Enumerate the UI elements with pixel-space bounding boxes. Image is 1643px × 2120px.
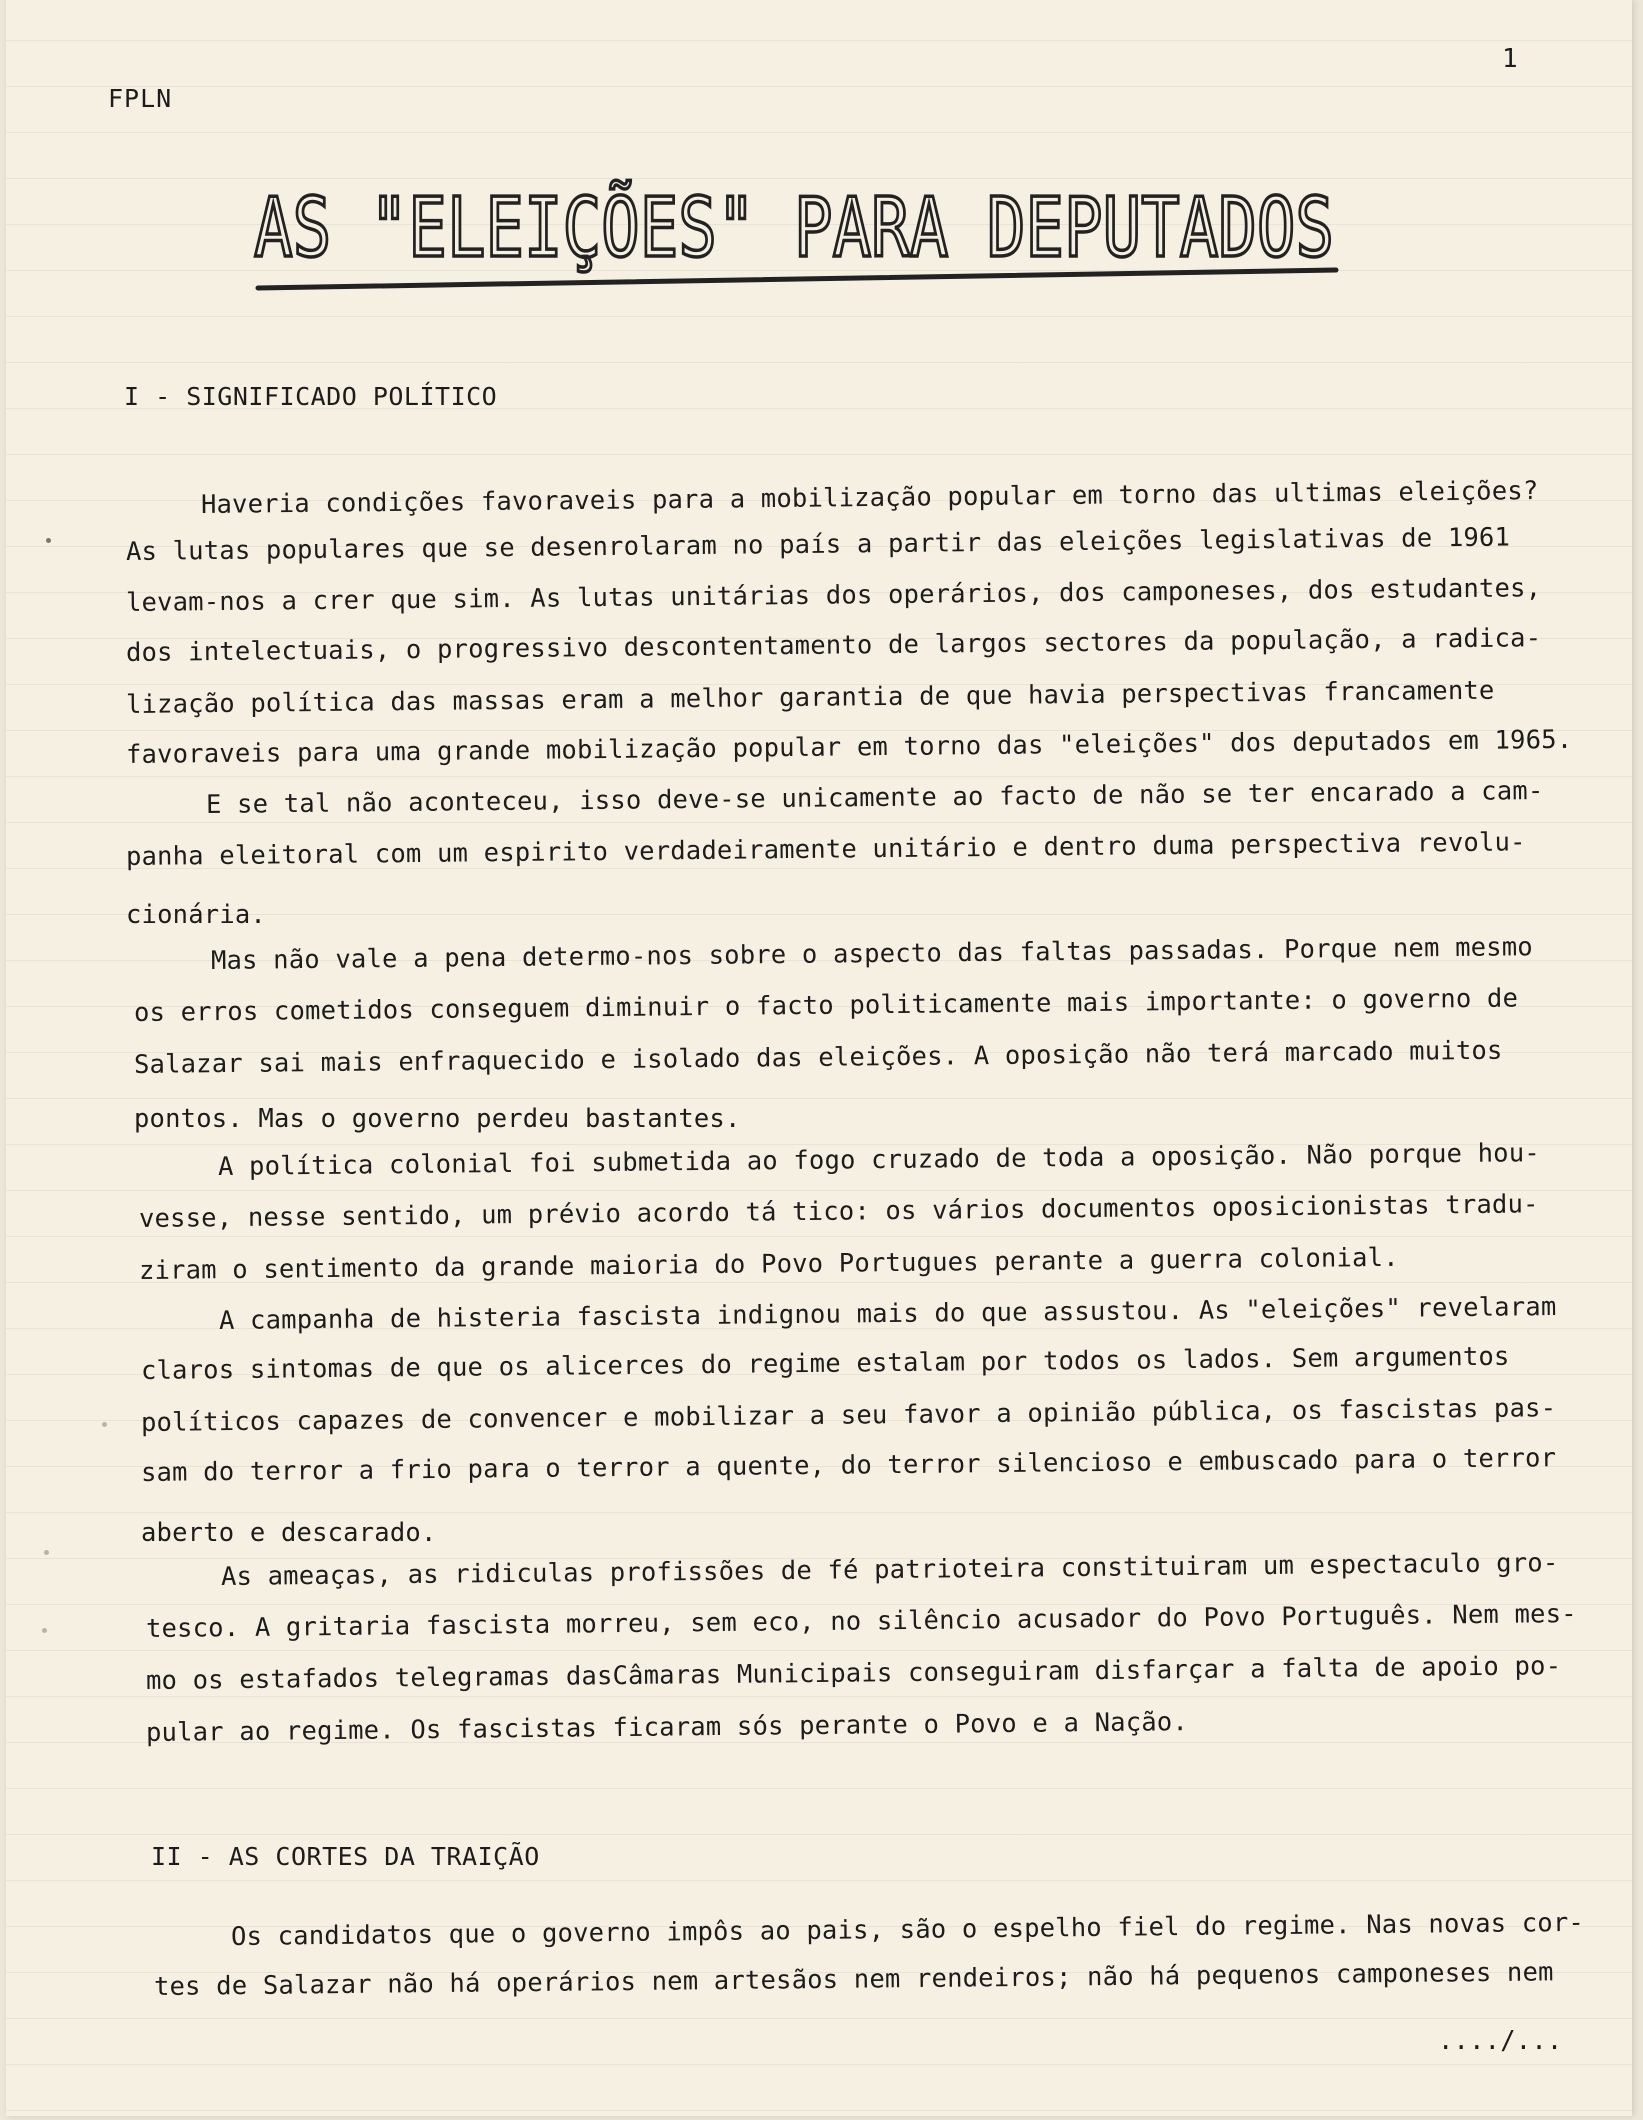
- paragraph-line: tes de Salazar não há operários nem artesãos nem rendeiros; não há pequenos camponeses nem: [153, 1957, 1554, 2002]
- paragraph-line: Os candidatos que o governo impôs ao pais, são o espelho fiel do regime. Nas novas cor-: [230, 1907, 1585, 1952]
- page-number: 1: [1502, 44, 1518, 74]
- paragraph-line: As ameaças, as ridiculas profissões de fé patrioteira constituiram um espectaculo gro-: [220, 1547, 1559, 1592]
- title-text: AS "ELEIÇÕES" PARA DEPUTADOS: [254, 181, 1637, 276]
- document-title: [236, 160, 1637, 310]
- paper-speck: [44, 1550, 49, 1555]
- paragraph-line: E se tal não aconteceu, isso deve-se unicamente ao facto de não se ter encarado a cam-: [205, 775, 1544, 820]
- section-heading-1: I - SIGNIFICADO POLÍTICO: [124, 382, 498, 411]
- paragraph-line: favoraveis para uma grande mobilização popular em torno das "eleições" dos deputados em 1965.: [125, 724, 1573, 770]
- paragraph-line: mo os estafados telegramas dasCâmaras Municipais conseguiram disfarçar a falta de apoio po-: [145, 1651, 1562, 1696]
- organization-label: FPLN: [108, 84, 173, 113]
- paper-speck: [46, 538, 51, 543]
- continuation-marker: ..../...: [1438, 2026, 1563, 2056]
- paragraph-line: pular ao regime. Os fascistas ficaram sós perante o Povo e a Nação.: [145, 1707, 1189, 1748]
- paragraph-line: Mas não vale a pena determo-nos sobre o aspecto das faltas passadas. Porque nem mesmo: [210, 932, 1534, 976]
- paper-speck: [42, 1628, 47, 1633]
- paragraph-line: A campanha de histeria fascista indignou mais do que assustou. As "eleições" revelaram: [218, 1291, 1557, 1336]
- paragraph-line: tesco. A gritaria fascista morreu, sem eco, no silêncio acusador do Povo Português. Nem mes-: [145, 1599, 1577, 1644]
- document-page: [6, 0, 1637, 2116]
- paper-speck: [102, 1422, 107, 1427]
- paragraph-line: Haveria condições favoraveis para a mobilização popular em torno das ultimas eleições?: [200, 475, 1539, 520]
- paragraph-line: políticos capazes de convencer e mobilizar a seu favor a opinião pública, os fascistas pas-: [140, 1393, 1557, 1438]
- paragraph-line: pontos. Mas o governo perdeu bastantes.: [134, 1104, 741, 1134]
- paragraph-line: panha eleitoral com um espirito verdadeiramente unitário e dentro duma perspectiva revolu-: [125, 827, 1526, 872]
- paragraph-line: lização política das massas eram a melhor garantia de que havia perspectivas francamente: [125, 675, 1495, 720]
- paragraph-line: vesse, nesse sentido, um prévio acordo tá tico: os vários documentos oposicionistas tradu-: [138, 1189, 1539, 1234]
- paragraph-line: levam-nos a crer que sim. As lutas unitárias dos operários, dos camponeses, dos estudantes,: [125, 573, 1542, 618]
- paragraph-line: claros sintomas de que os alicerces do regime estalam por todos os lados. Sem argumentos: [140, 1341, 1510, 1386]
- paragraph-line: sam do terror a frio para o terror a quente, do terror silencioso e embuscado para o terror: [140, 1443, 1557, 1488]
- paragraph-line: aberto e descarado.: [141, 1518, 437, 1548]
- paragraph-line: os erros cometidos conseguem diminuir o facto politicamente mais importante: o governo de: [133, 983, 1519, 1028]
- paragraph-line: ziram o sentimento da grande maioria do Povo Portugues perante a guerra colonial.: [138, 1242, 1399, 1286]
- paragraph-line: cionária.: [126, 900, 266, 930]
- paragraph-line: Salazar sai mais enfraquecido e isolado das eleições. A oposição não terá marcado muitos: [133, 1035, 1503, 1080]
- paragraph-line: As lutas populares que se desenrolaram no país a partir das eleições legislativas de 1961: [125, 522, 1511, 567]
- title-lettering: [236, 160, 1637, 310]
- paragraph-line: dos intelectuais, o progressivo descontentamento de largos sectores da população, a radica-: [125, 623, 1542, 668]
- section-heading-2: II - AS CORTES DA TRAIÇÃO: [151, 1842, 540, 1871]
- paragraph-line: A política colonial foi submetida ao fogo cruzado de toda a oposição. Não porque hou-: [217, 1138, 1541, 1182]
